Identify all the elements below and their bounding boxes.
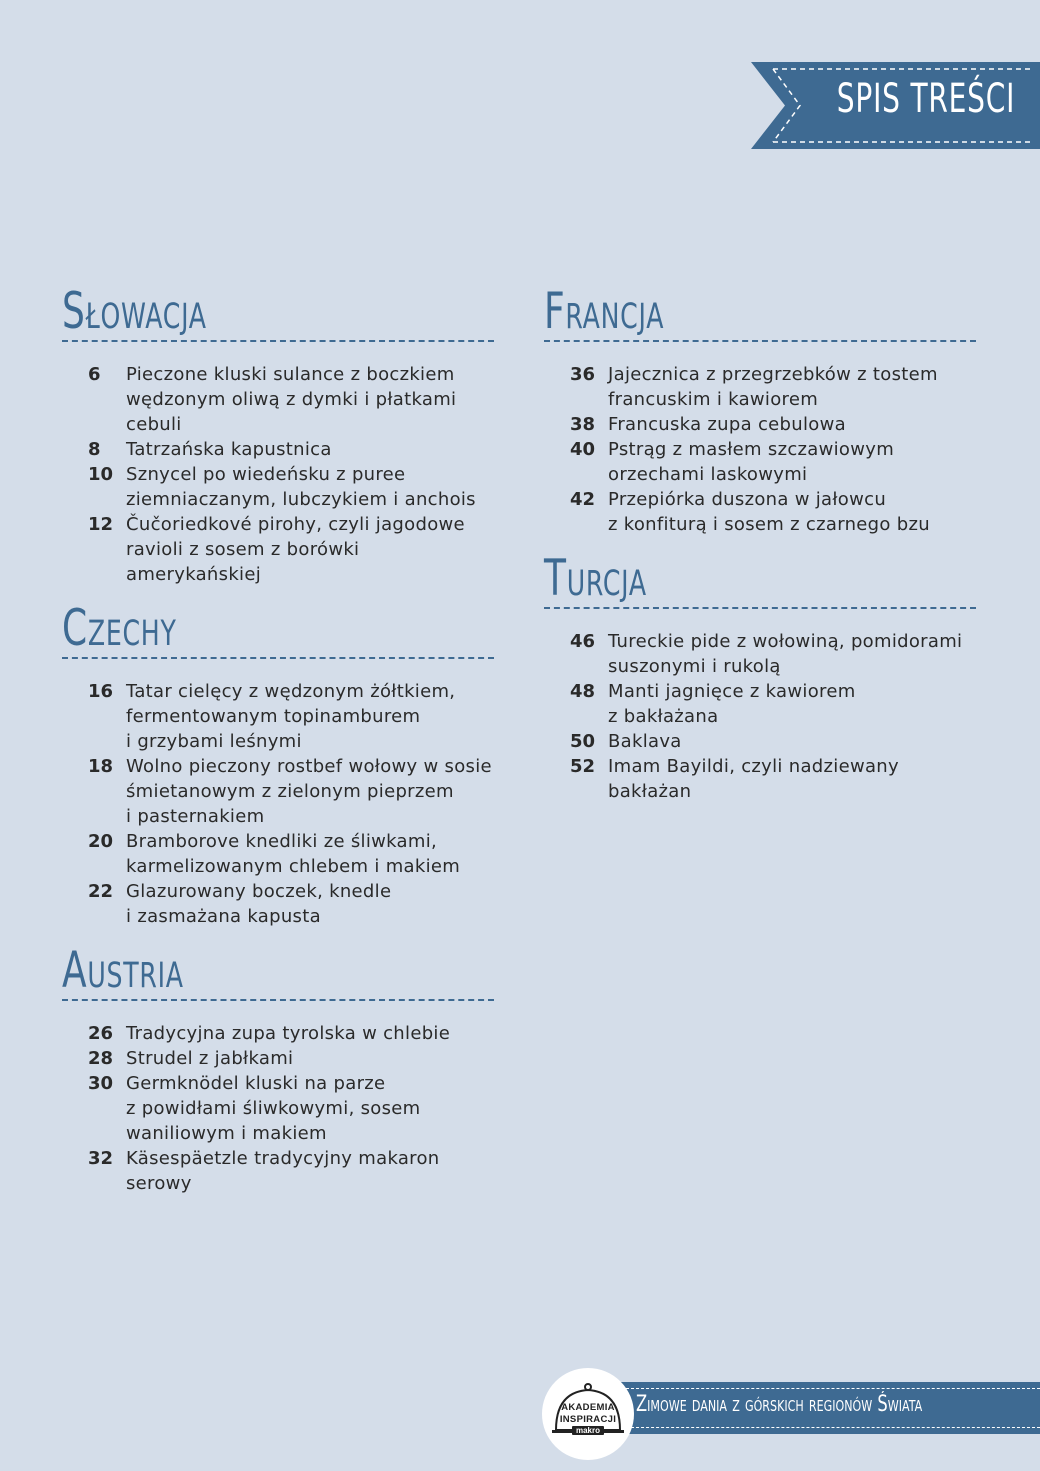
toc-entry[interactable]: [544, 679, 984, 729]
entry-title: Tatar cielęcy z wędzonym żółtkiem, fermentowanym topinamburem i grzybami leśnymi: [126, 681, 456, 752]
section-divider: [62, 999, 494, 1001]
entry-title: Tradycyjna zupa tyrolska w chlebie: [126, 1023, 451, 1044]
toc-entry[interactable]: [62, 879, 502, 929]
entry-title: Glazurowany boczek, knedle i zasmażana kapusta: [126, 881, 392, 927]
entry-title: Tureckie pide z wołowiną, pomidorami suszonymi i rukolą: [608, 631, 963, 677]
page-number: 28: [88, 1048, 114, 1069]
page-number: 18: [88, 756, 114, 777]
right-column: [544, 282, 984, 816]
toc-entry[interactable]: [544, 412, 984, 437]
header-ribbon: [751, 62, 1040, 149]
toc-entry[interactable]: [62, 1071, 502, 1146]
page-number: 6: [88, 364, 101, 385]
section-title: Turcja: [544, 549, 647, 607]
entry-title: Imam Bayildi, czyli nadziewany bakłażan: [608, 756, 899, 802]
section-title: Austria: [62, 941, 184, 999]
page-number: 16: [88, 681, 114, 702]
page-number: 30: [88, 1073, 114, 1094]
page-number: 46: [570, 631, 596, 652]
left-column: [62, 282, 502, 1208]
toc-entry[interactable]: [544, 729, 984, 754]
page-number: 52: [570, 756, 596, 777]
entry-title: Tatrzańska kapustnica: [126, 439, 332, 460]
toc-entry[interactable]: [62, 462, 502, 512]
entry-title: Käsespäetzle tradycyjny makaron serowy: [126, 1148, 440, 1194]
page-number: 42: [570, 489, 596, 510]
toc-entry[interactable]: [62, 362, 502, 437]
makro-logo: makro: [572, 1426, 604, 1435]
entry-title: Germknödel kluski na parze z powidłami śliwkowymi, sosem waniliowym i makiem: [126, 1073, 421, 1144]
section-divider: [544, 607, 976, 609]
section-title: Czechy: [62, 599, 177, 657]
toc-entry[interactable]: [62, 679, 502, 754]
section-austria: [62, 941, 502, 1196]
entry-title: Čučoriedkové pirohy, czyli jagodowe ravioli z sosem z borówki amerykańskiej: [126, 514, 465, 585]
entry-title: Francuska zupa cebulowa: [608, 414, 846, 435]
section-slowacja: [62, 282, 502, 587]
entry-title: Strudel z jabłkami: [126, 1048, 294, 1069]
page-number: 50: [570, 731, 596, 752]
toc-entry[interactable]: [62, 1021, 502, 1046]
footer-text: Zimowe dania z górskich regionów Świata: [636, 1392, 923, 1417]
entry-title: Baklava: [608, 731, 682, 752]
page-number: 10: [88, 464, 114, 485]
section-francja: [544, 282, 984, 537]
entry-title: Pstrąg z masłem szczawiowym orzechami laskowymi: [608, 439, 895, 485]
toc-entry[interactable]: [62, 437, 502, 462]
toc-entry[interactable]: [544, 629, 984, 679]
page-number: 12: [88, 514, 114, 535]
toc-entry[interactable]: [544, 487, 984, 537]
akademia-logo: [534, 1360, 642, 1460]
footer-banner: [618, 1382, 1040, 1434]
toc-entry[interactable]: [62, 512, 502, 587]
section-divider: [62, 657, 494, 659]
section-title: Słowacja: [62, 282, 207, 340]
page-number: 32: [88, 1148, 114, 1169]
page-number: 26: [88, 1023, 114, 1044]
entry-title: Sznycel po wiedeńsku z puree ziemniaczanym, lubczykiem i anchois: [126, 464, 476, 510]
page-title: SPIS TREŚCI: [836, 76, 1016, 122]
toc-entry[interactable]: [62, 829, 502, 879]
entry-title: Wolno pieczony rostbef wołowy w sosie śmietanowym z zielonym pieprzem i pasternakiem: [126, 756, 492, 827]
page-number: 22: [88, 881, 114, 902]
page-number: 20: [88, 831, 114, 852]
entry-title: Pieczone kluski sulance z boczkiem wędzonym oliwą z dymki i płatkami cebuli: [126, 364, 457, 435]
entry-title: Przepiórka duszona w jałowcu z konfiturą i sosem z czarnego bzu: [608, 489, 930, 535]
toc-entry[interactable]: [62, 754, 502, 829]
entry-title: Bramborove knedliki ze śliwkami, karmelizowanym chlebem i makiem: [126, 831, 461, 877]
page-number: 38: [570, 414, 596, 435]
logo-line1: AKADEMIA: [561, 1402, 615, 1413]
page-number: 48: [570, 681, 596, 702]
toc-entry[interactable]: [62, 1046, 502, 1071]
entry-title: Jajecznica z przegrzebków z tostem francuskim i kawiorem: [608, 364, 938, 410]
section-turcja: [544, 549, 984, 804]
toc-entry[interactable]: [544, 362, 984, 412]
page-number: 40: [570, 439, 596, 460]
toc-entry[interactable]: [544, 754, 984, 804]
toc-entry[interactable]: [544, 437, 984, 487]
section-czechy: [62, 599, 502, 929]
entry-title: Manti jagnięce z kawiorem z bakłażana: [608, 681, 856, 727]
toc-entry[interactable]: [62, 1146, 502, 1196]
section-divider: [62, 340, 494, 342]
section-divider: [544, 340, 976, 342]
logo-line2: INSPIRACJI: [559, 1414, 617, 1425]
section-title: Francja: [544, 282, 665, 340]
page-number: 36: [570, 364, 596, 385]
page-number: 8: [88, 439, 101, 460]
